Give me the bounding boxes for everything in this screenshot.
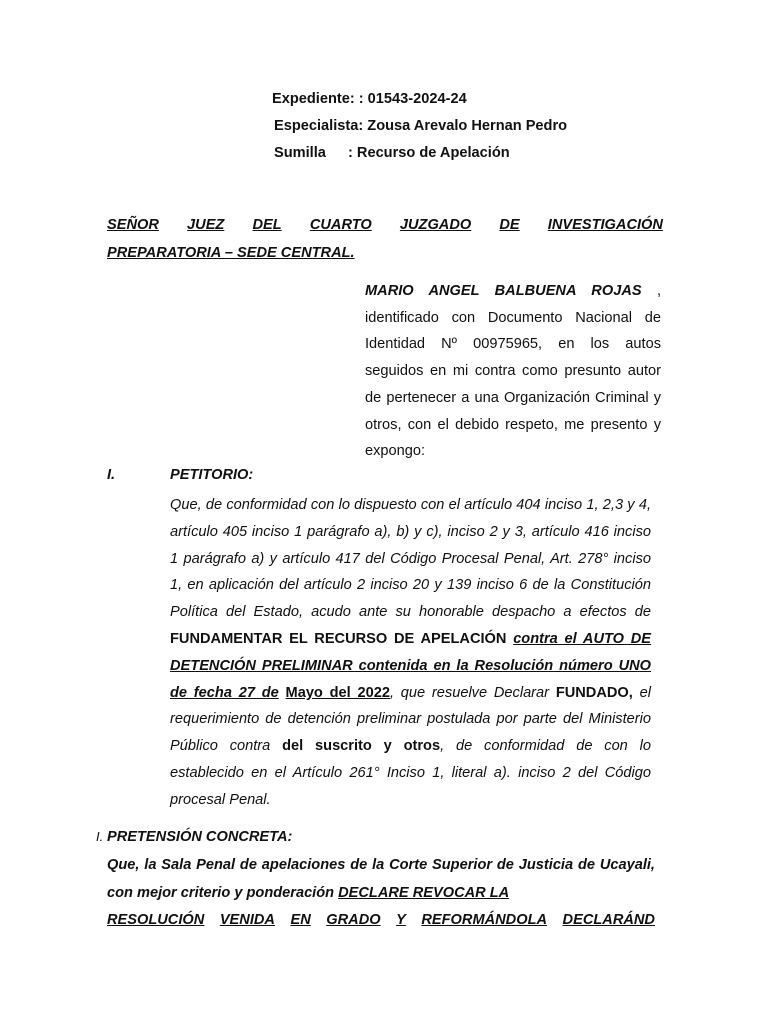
sumilla-label: Sumilla [274, 145, 326, 161]
intro-paragraph [365, 278, 661, 465]
addressee-word: INVESTIGACIÓN [547, 217, 663, 233]
especialista-line: Especialista: Zousa Arevalo Hernan Pedro [274, 118, 568, 134]
pretension-word: Y [396, 912, 406, 928]
pretension-paragraph [107, 852, 655, 935]
petitorio-text: Que, de conformidad con lo dispuesto con el artículo 404 inciso 1, 2,3 y 4, artículo 405 inciso 1 parágrafo a), b) y c), inciso 2 y 3, artículo 416 inciso 1 parágrafo a) y artículo 417 del Código Procesal Penal, Art. 278° inciso 1, en aplicación del artículo 2 inciso 20 y 139 inciso 6 de la Constitución Política del Estado, acudo ante su honorable despacho a efectos de [170, 497, 651, 621]
addressee-line-2 [107, 240, 663, 268]
pretension-word: RESOLUCIÓN [107, 912, 205, 928]
pretension-word: EN [290, 912, 311, 928]
sumilla-value: : Recurso de Apelación [348, 145, 510, 161]
petitorio-bold: FUNDADO, [555, 684, 633, 701]
addressee-word: DE [499, 217, 520, 233]
pretension-text: Que, la Sala Penal de apelaciones de la Corte Superior de Justicia de Ucayali, con mejor criterio y ponderación [107, 857, 655, 901]
petitorio-paragraph [170, 492, 651, 814]
section-1-title: PETITORIO: [170, 467, 254, 483]
appellant-name: MARIO ANGEL BALBUENA ROJAS [365, 283, 642, 299]
petitorio-text: el requerimiento de detención preliminar postulada por parte del Ministerio Público contra [170, 684, 651, 755]
petitorio-bold: FUNDAMENTAR EL RECURSO DE APELACIÓN [170, 630, 507, 647]
pretension-word: GRADO [326, 912, 381, 928]
petitorio-underlined: contra el AUTO DE [513, 630, 652, 647]
addressee-court: PREPARATORIA – SEDE CENTRAL [107, 244, 351, 261]
petitorio-text: , que resuelve Declarar [389, 684, 556, 701]
section-2-number: I. [96, 829, 104, 844]
pretension-word: DECLARÁND [562, 912, 655, 928]
pretension-word: REFORMÁNDOLA [421, 912, 548, 928]
addressee-period: . [350, 244, 355, 261]
petitorio-underlined: DETENCIÓN PRELIMINAR contenida en la Resolución número UNO de fecha 27 de [170, 657, 651, 701]
intro-text: , identificado con Documento Nacional de Identidad Nº 00975965, en los autos seguidos en mi contra como presunto autor de pertenecer a una Organización Criminal y otros, con el debido respeto, me presento y expongo: [365, 283, 661, 460]
section-1-number: I. [107, 467, 116, 483]
addressee-word: SEÑOR [107, 217, 159, 233]
petitorio-bold: del suscrito y otros [282, 738, 441, 755]
pretension-word: VENIDA [219, 912, 275, 928]
petitorio-text: , de conformidad de con lo establecido en el Artículo 261° Inciso 1, literal a). inciso 2 del Código procesal Penal. [170, 738, 651, 808]
addressee-line-1 [107, 212, 663, 240]
addressee-word: JUEZ [187, 217, 225, 233]
expediente-line: Expediente: : 01543-2024-24 [272, 91, 467, 107]
section-2-title: PRETENSIÓN CONCRETA: [107, 829, 293, 845]
addressee-block [107, 212, 663, 267]
pretension-last-line [107, 907, 655, 935]
addressee-word: DEL [252, 217, 282, 233]
sumilla-line [274, 145, 510, 161]
addressee-word: CUARTO [309, 217, 372, 233]
petitorio-underlined: Mayo del 2022 [285, 684, 390, 701]
addressee-word: JUZGADO [399, 217, 472, 233]
pretension-underlined: DECLARE REVOCAR LA [338, 884, 510, 901]
